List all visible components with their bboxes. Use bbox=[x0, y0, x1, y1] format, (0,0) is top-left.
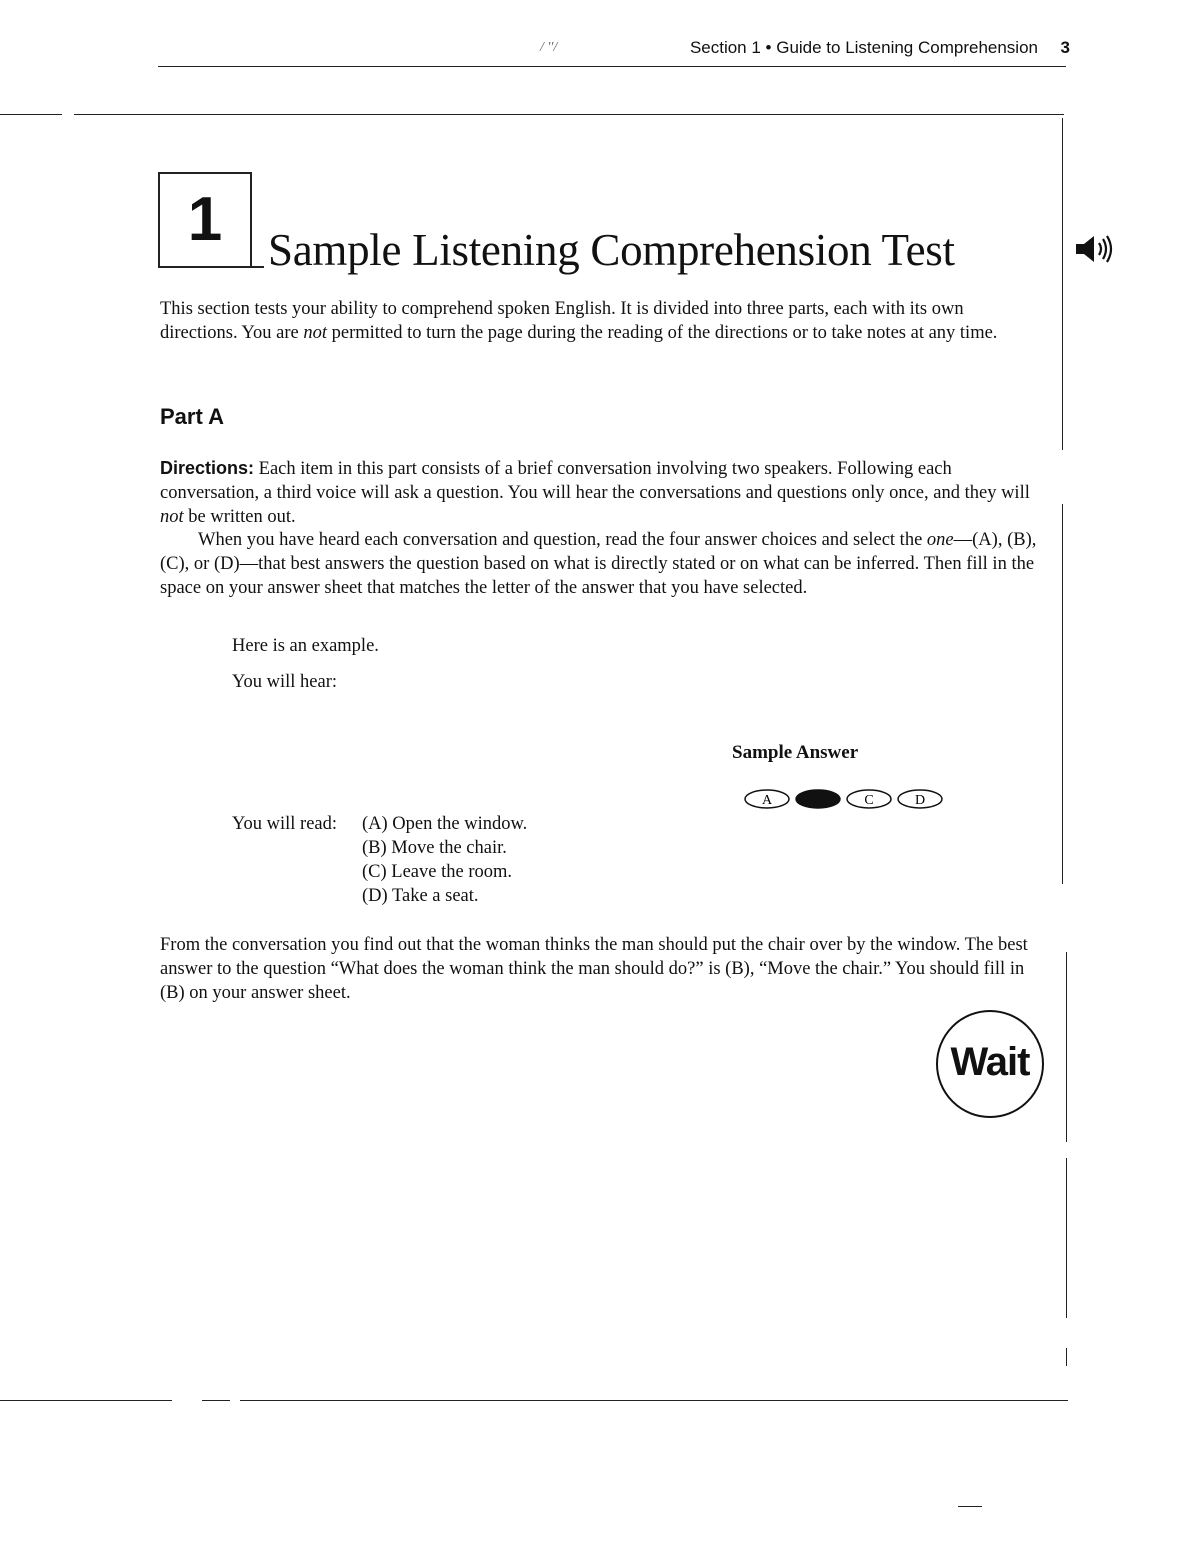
frame-right-rule-4 bbox=[1066, 1158, 1067, 1318]
frame-top-rule-left bbox=[0, 114, 62, 115]
frame-right-rule-1 bbox=[1062, 118, 1063, 450]
bubble-a-letter: A bbox=[761, 793, 773, 808]
sample-answer-label: Sample Answer bbox=[732, 742, 859, 763]
you-will-hear: You will hear: bbox=[232, 672, 338, 692]
you-will-read: You will read: bbox=[232, 814, 338, 834]
title-underline bbox=[252, 266, 264, 268]
section-number: 1 bbox=[187, 185, 223, 254]
section-number-box bbox=[158, 172, 252, 268]
frame-right-rule-2 bbox=[1062, 504, 1063, 884]
frame-right-rule-5 bbox=[1066, 1348, 1067, 1366]
wait-label: Wait bbox=[950, 1040, 1030, 1084]
page-title: Sample Listening Comprehension Test bbox=[268, 225, 955, 275]
frame-bottom-rule bbox=[240, 1400, 1068, 1401]
bubble-d-letter: D bbox=[914, 793, 926, 808]
intro-text: This section tests your ability to comprehend spoken English. It is divided into three parts, each with its own directions. You are bbox=[160, 299, 964, 343]
choice-b: (B) Move the chair. bbox=[362, 838, 507, 858]
choice-a: (A) Open the window. bbox=[362, 814, 528, 834]
corner-mark bbox=[958, 1506, 982, 1507]
directions-2-text-end: —(A), (B), (C), or (D)—that best answers the question based on what is directly stated or on what can be inferred. Then fill in the space on your answer sheet that matches the letter of the answer that you have selected. bbox=[160, 530, 1037, 598]
directions-paragraph bbox=[160, 456, 1045, 529]
explanation-paragraph: From the conversation you find out that the woman thinks the man should put the chair over by the window. The best answer to the question “What does the woman think the man should do?” is (B), “Move the chair.” You should fill in (B) on your answer sheet. bbox=[160, 935, 1028, 1003]
directions-emphasis: not bbox=[160, 507, 184, 527]
example-intro: Here is an example. bbox=[232, 636, 379, 656]
intro-emphasis: not bbox=[303, 323, 327, 343]
frame-right-rule-3 bbox=[1066, 952, 1067, 1142]
directions-2-text: When you have heard each conversation and question, read the four answer choices and select the bbox=[198, 530, 927, 550]
frame-top-rule bbox=[74, 114, 1064, 115]
bubble-c-letter: C bbox=[864, 793, 874, 808]
speaker-icon bbox=[1074, 234, 1118, 264]
wait-badge bbox=[936, 1010, 1044, 1118]
directions-label: Directions: bbox=[160, 458, 255, 478]
directions-paragraph-2 bbox=[160, 528, 1045, 600]
directions-2-emphasis: one bbox=[926, 530, 954, 550]
part-a-heading: Part A bbox=[160, 404, 224, 429]
bubble-b bbox=[796, 790, 840, 808]
page-number: 3 bbox=[1060, 38, 1070, 57]
sample-answer-bubbles bbox=[744, 787, 954, 811]
directions-text: Each item in this part consists of a brief conversation involving two speakers. Following each conversation, a third voice will ask a question. You will hear the conversations and questions only once, and they will bbox=[160, 459, 1030, 503]
frame-bottom-rule-mid bbox=[202, 1400, 230, 1401]
frame-bottom-rule-left bbox=[0, 1400, 172, 1401]
header-mark: / ''/ bbox=[540, 40, 558, 55]
running-title: Section 1 • Guide to Listening Comprehension bbox=[689, 38, 1038, 57]
intro-text-end: permitted to turn the page during the reading of the directions or to take notes at any time. bbox=[327, 323, 998, 343]
running-header bbox=[560, 36, 1070, 62]
header-rule bbox=[158, 66, 1066, 67]
directions-text-end: be written out. bbox=[183, 507, 296, 527]
intro-paragraph bbox=[160, 297, 1045, 345]
choice-c: (C) Leave the room. bbox=[362, 862, 512, 882]
choice-d: (D) Take a seat. bbox=[362, 886, 479, 906]
